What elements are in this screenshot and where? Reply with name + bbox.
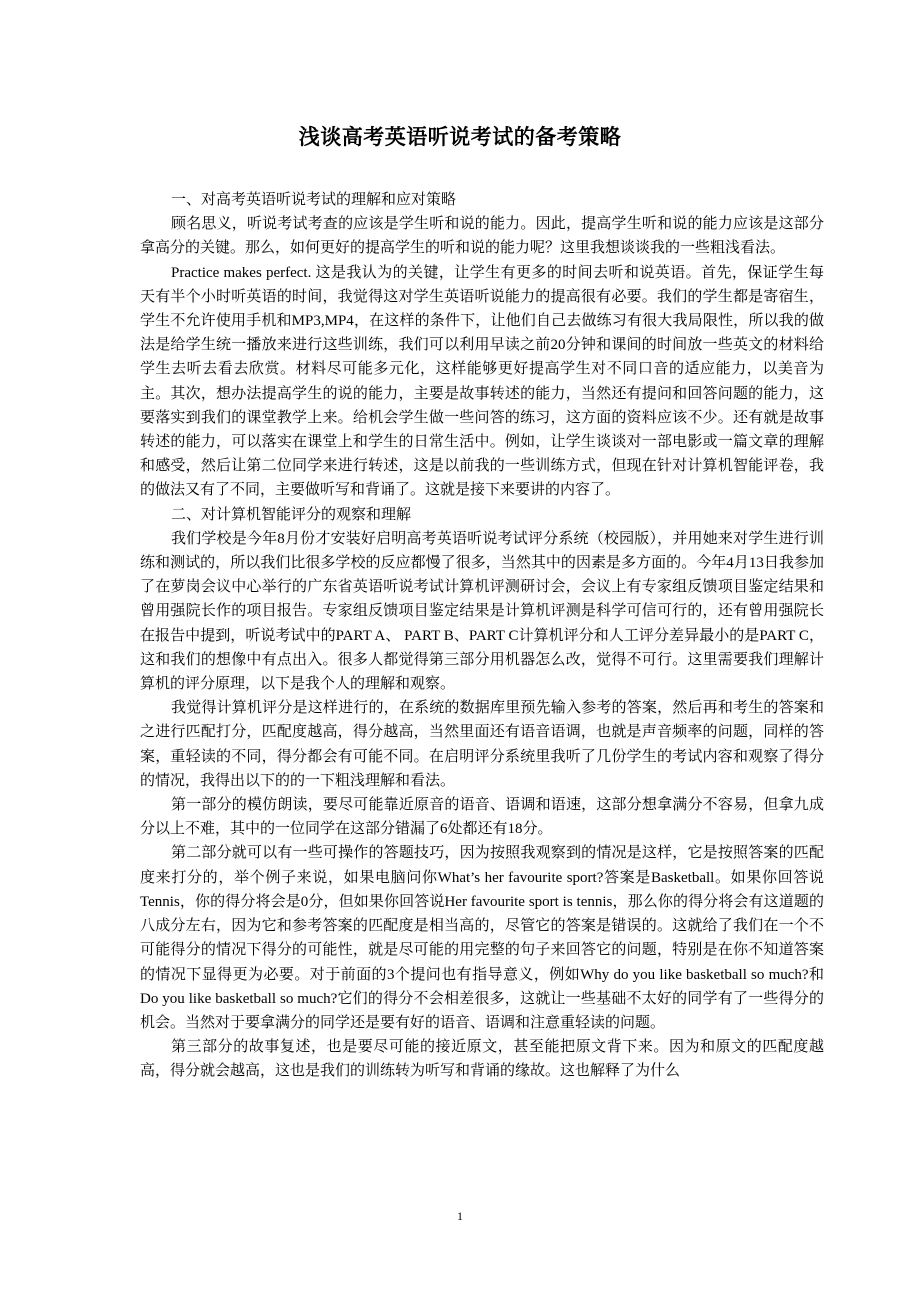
section-heading-2: 二、对计算机智能评分的观察和理解 [171, 506, 412, 523]
section-heading-1: 一、对高考英语听说考试的理解和应对策略 [171, 192, 457, 208]
paragraph: 第二部分就可以有一些可操作的答题技巧，因为按照我观察到的情况是这样，它是按照答案的匹配度来打分的，举个例子来说，如果电脑问你What’s her favourite sport?答案是Basketball。如果你回答说Tennis，你的得分将会是0分，但如果你回答说Her favourite sport is tennis，那么你的得分将会有这道题的八成分左右，因为它和参考答案的匹配度是相当高的，尽管它的答案是错误的。这就给了我们在一个不可能得分的情况下得分的可能性，就是尽可能的用完整的句子来回答它的问题，特别是在你不知道答案的情况下显得更为必要。对于前面的3个提问也有指导意义，例如Why do you like basketball so much?和Do you like basketball so much?它们的得分不会相差很多，这就让一些基础不太好的同学有了一些得分的机会。当然对于要拿满分的同学还是要有好的语音、语调和注意重轻读的问题。 [140, 845, 824, 1031]
document-title: 浅谈高考英语听说考试的备考策略 [298, 124, 622, 149]
paragraph: 第三部分的故事复述，也是要尽可能的接近原文，甚至能把原文背下来。因为和原文的匹配度越高，得分就会越高，这也是我们的训练转为听写和背诵的缘故。这也解释了为什么 [140, 1039, 824, 1080]
paragraph: 我们学校是今年8月份才安装好启明高考英语听说考试评分系统（校园版），并用她来对学生进行训练和测试的，所以我们比很多学校的反应都慢了很多，当然其中的因素是多方面的。今年4月13日我参加了在萝岗会议中心举行的广东省英语听说考试计算机评测研讨会，会议上有专家组反馈项目鉴定结果和曾用强院长作的项目报告。专家组反馈项目鉴定结果是计算机评测是科学可信可行的，还有曾用强院长在报告中提到，听说考试中的PART A、 PART B、PART C计算机评分和人工评分差异最小的是PART C，这和我们的想像中有点出入。很多人都觉得第三部分用机器怎么改，觉得不可行。这里需要我们理解计算机的评分原理，以下是我个人的理解和观察。 [140, 530, 824, 693]
faint-watermark [330, 583, 610, 643]
paragraph: 我觉得计算机评分是这样进行的，在系统的数据库里预先输入参考的答案，然后再和考生的答案和之进行匹配打分，匹配度越高，得分越高，当然里面还有语音语调，也就是声音频率的问题，同样的答案，重轻读的不同，得分都会有可能不同。在启明评分系统里我听了几份学生的考试内容和观察了得分的情况，我得出以下的的一下粗浅理解和看法。 [140, 700, 824, 789]
paragraph: Practice makes perfect. 这是我认为的关键，让学生有更多的时间去听和说英语。首先，保证学生每天有半个小时听英语的时间，我觉得这对学生英语听说能力的提高很有必要。我们的学生都是寄宿生，学生不允许使用手机和MP3,MP4，在这样的条件下，让他们自己去做练习有很大我局限性，所以我的做法是给学生统一播放来进行这些训练，我们可以利用早读之前20分钟和课间的时间放一些英文的材料给学生去听去看去欣赏。材料尽可能多元化，这样能够更好提高学生对不同口音的适应能力，以美音为主。其次，想办法提高学生的说的能力，主要是故事转述的能力，当然还有提问和回答问题的能力，这要落实到我们的课堂教学上来。给机会学生做一些问答的练习，这方面的资料应该不少。还有就是故事转述的能力，可以落实在课堂上和学生的日常生活中。例如，让学生谈谈对一部电影或一篇文章的理解和感受，然后让第二位同学来进行转述，这是以前我的一些训练方式，但现在针对计算机智能评卷，我的做法又有了不同，主要做听写和背诵了。这就是接下来要讲的内容了。 [140, 264, 824, 499]
page-number: 1 [457, 1209, 463, 1223]
paragraph: 顾名思义，听说考试考查的应该是学生听和说的能力。因此，提高学生听和说的能力应该是这部分拿高分的关键。那么，如何更好的提高学生的听和说的能力呢？这里我想谈谈我的一些粗浅看法。 [140, 216, 824, 257]
paragraph: 第一部分的模仿朗读，要尽可能靠近原音的语音、语调和语速，这部分想拿满分不容易，但拿九成分以上不难，其中的一位同学在这部分错漏了6处都还有18分。 [140, 797, 824, 838]
